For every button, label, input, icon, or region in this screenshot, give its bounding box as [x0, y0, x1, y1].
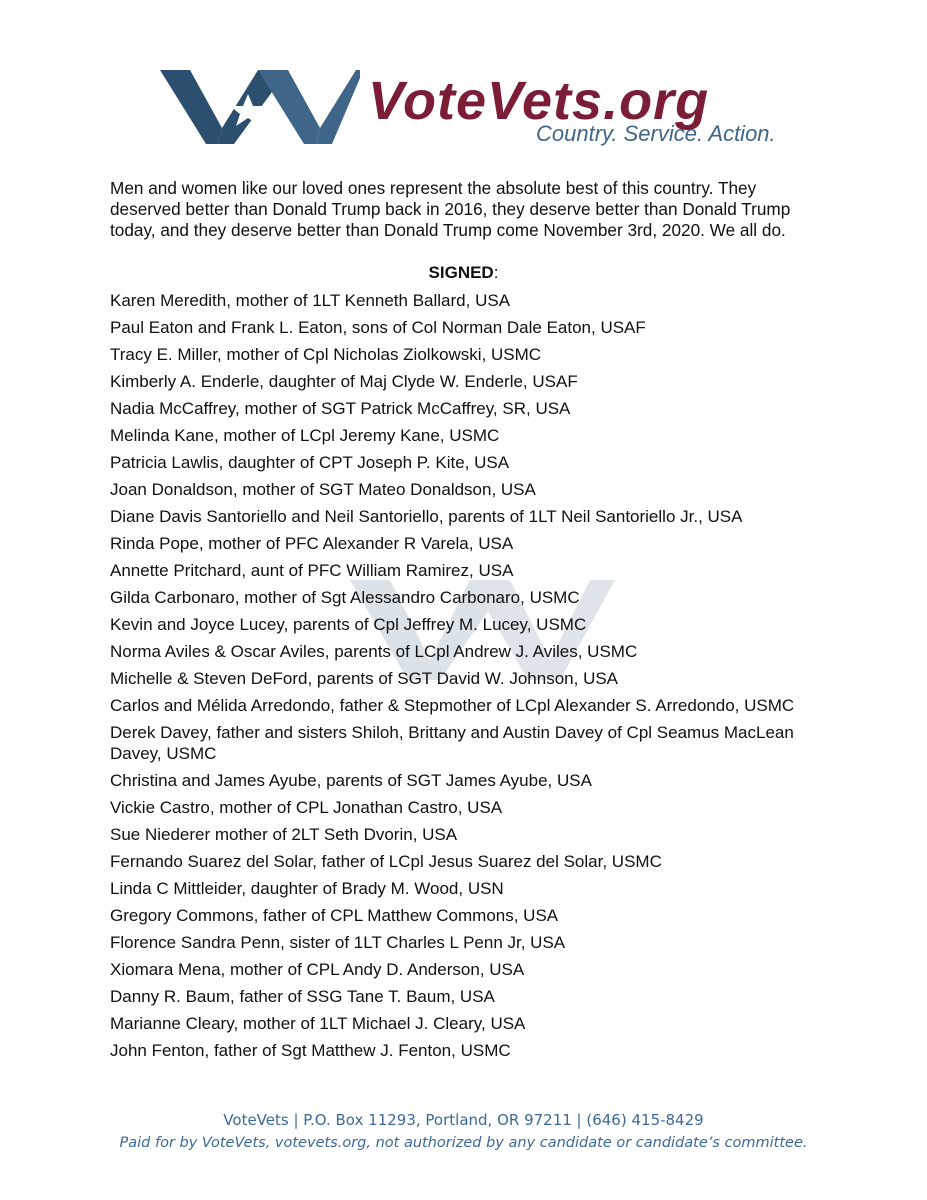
signed-label: SIGNED	[428, 263, 494, 282]
signer-item: Melinda Kane, mother of LCpl Jeremy Kane, USMC	[110, 426, 500, 445]
logo-tagline: Country. Service. Action.	[536, 121, 776, 146]
signer-list	[110, 290, 810, 1067]
signer-item: Nadia McCaffrey, mother of SGT Patrick McCaffrey, SR, USA	[110, 399, 571, 418]
signer-item: Karen Meredith, mother of 1LT Kenneth Ballard, USA	[110, 291, 511, 310]
signer-item: Carlos and Mélida Arredondo, father & Stepmother of LCpl Alexander S. Arredondo, USMC	[110, 696, 795, 715]
signer-item: Xiomara Mena, mother of CPL Andy D. Anderson, USA	[110, 960, 525, 979]
signer-item: Gregory Commons, father of CPL Matthew Commons, USA	[110, 906, 559, 925]
signer-item: John Fenton, father of Sgt Matthew J. Fenton, USMC	[110, 1041, 511, 1060]
signer-item: Diane Davis Santoriello and Neil Santoriello, parents of 1LT Neil Santoriello Jr., USA	[110, 507, 743, 526]
signer-item: Kimberly A. Enderle, daughter of Maj Clyde W. Enderle, USAF	[110, 372, 578, 391]
signer-item: Kevin and Joyce Lucey, parents of Cpl Jeffrey M. Lucey, USMC	[110, 615, 587, 634]
signer-item: Norma Aviles & Oscar Aviles, parents of LCpl Andrew J. Aviles, USMC	[110, 642, 638, 661]
signer-item: Michelle & Steven DeFord, parents of SGT David W. Johnson, USA	[110, 669, 619, 688]
signed-heading	[0, 262, 927, 283]
signer-item: Linda C Mittleider, daughter of Brady M. Wood, USN	[110, 879, 504, 898]
logo-wordmark: VoteVets.org	[368, 71, 710, 131]
signer-item: Paul Eaton and Frank L. Eaton, sons of Col Norman Dale Eaton, USAF	[110, 318, 646, 337]
signer-item: Marianne Cleary, mother of 1LT Michael J. Cleary, USA	[110, 1014, 526, 1033]
signer-item: Fernando Suarez del Solar, father of LCpl Jesus Suarez del Solar, USMC	[110, 852, 662, 871]
signer-item: Vickie Castro, mother of CPL Jonathan Castro, USA	[110, 798, 503, 817]
signer-item: Florence Sandra Penn, sister of 1LT Charles L Penn Jr, USA	[110, 933, 566, 952]
intro-paragraph: Men and women like our loved ones represent the absolute best of this country. They deserved better than Donald Trump back in 2016, they deserve better than Donald Trump today, and they deserve better than Donald Trump come November 3rd, 2020. We all do.	[110, 178, 791, 240]
footer-address: VoteVets | P.O. Box 11293, Portland, OR 97211 | (646) 415-8429	[223, 1111, 704, 1129]
signer-item: Patricia Lawlis, daughter of CPT Joseph P. Kite, USA	[110, 453, 510, 472]
footer-disclaimer: Paid for by VoteVets, votevets.org, not authorized by any candidate or candidate’s committee.	[119, 1135, 808, 1151]
signer-item: Annette Pritchard, aunt of PFC William Ramirez, USA	[110, 561, 514, 580]
signer-item: Tracy E. Miller, mother of Cpl Nicholas Ziolkowski, USMC	[110, 345, 542, 364]
signer-item: Derek Davey, father and sisters Shiloh, Brittany and Austin Davey of Cpl Seamus MacLean Davey, USMC	[110, 723, 794, 763]
signer-item: Rinda Pope, mother of PFC Alexander R Varela, USA	[110, 534, 514, 553]
signer-item: Joan Donaldson, mother of SGT Mateo Donaldson, USA	[110, 480, 536, 499]
votevets-logo	[160, 60, 780, 160]
signed-colon: :	[493, 263, 499, 282]
signer-item: Danny R. Baum, father of SSG Tane T. Baum, USA	[110, 987, 495, 1006]
signer-item: Gilda Carbonaro, mother of Sgt Alessandro Carbonaro, USMC	[110, 588, 580, 607]
signer-item: Sue Niederer mother of 2LT Seth Dvorin, USA	[110, 825, 458, 844]
signer-item: Christina and James Ayube, parents of SGT James Ayube, USA	[110, 771, 592, 790]
vv-star-logo-icon	[160, 66, 360, 148]
